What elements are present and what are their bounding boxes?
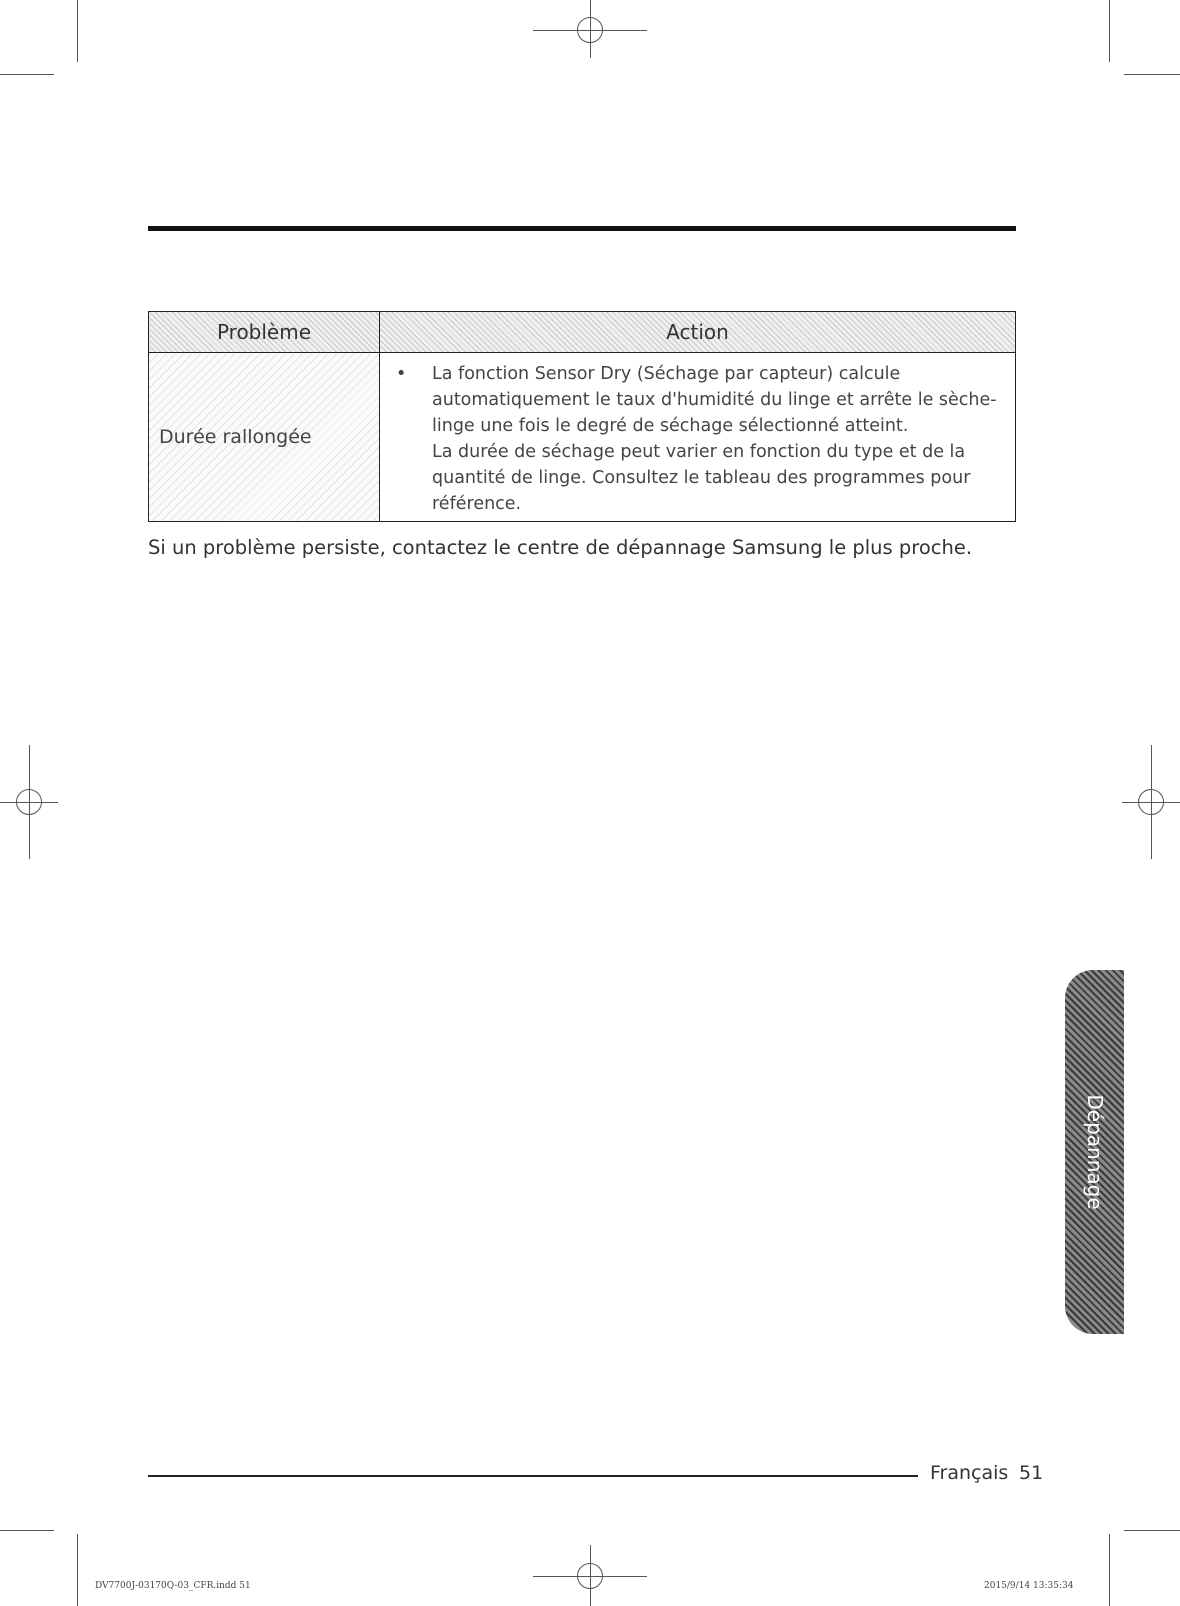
- bullet-icon: •: [396, 364, 407, 384]
- support-note: Si un problème persiste, contactez le centre de dépannage Samsung le plus proche.: [148, 536, 973, 559]
- header-action: Action: [380, 312, 1016, 353]
- crop-mark: [1124, 1530, 1180, 1531]
- crop-mark: [1109, 0, 1110, 62]
- print-slug-file: DV7700J-03170Q-03_CFR.indd 51: [95, 1581, 251, 1591]
- registration-mark: [1138, 789, 1164, 815]
- crop-mark: [1124, 74, 1180, 75]
- header-problem: Problème: [149, 312, 380, 353]
- footer-language: Français: [930, 1462, 1009, 1484]
- chapter-tab: [1065, 970, 1124, 1334]
- table-row: [149, 353, 1016, 522]
- action-line: La fonction Sensor Dry (Séchage par capteur) calcule automatiquement le taux d'humidité du linge et arrête le sèche-linge une fois le degré de séchage sélectionné atteint.: [432, 364, 997, 436]
- page-number: 51: [1019, 1462, 1044, 1484]
- crop-mark: [0, 74, 54, 75]
- crop-mark: [0, 1530, 54, 1531]
- footer-rule: [148, 1475, 918, 1477]
- chapter-tab-label: Dépannage: [1082, 1094, 1107, 1210]
- problem-text: Durée rallongée: [159, 426, 312, 448]
- registration-mark: [16, 789, 42, 815]
- crop-mark: [77, 0, 78, 62]
- table-header-row: [149, 312, 1016, 353]
- crop-mark: [77, 1534, 78, 1606]
- action-cell: [380, 353, 1016, 522]
- registration-mark: [577, 1563, 603, 1589]
- problem-cell: [149, 353, 380, 522]
- action-text: [432, 361, 1003, 517]
- crop-mark: [1109, 1534, 1110, 1606]
- header-rule: [148, 226, 1016, 231]
- print-slug-date: 2015/9/14 13:35:34: [984, 1581, 1074, 1591]
- action-line: La durée de séchage peut varier en fonction du type et de la quantité de linge. Consultez le tableau des programmes pour référence.: [432, 442, 971, 514]
- registration-mark: [577, 17, 603, 43]
- troubleshooting-table: [148, 311, 1016, 522]
